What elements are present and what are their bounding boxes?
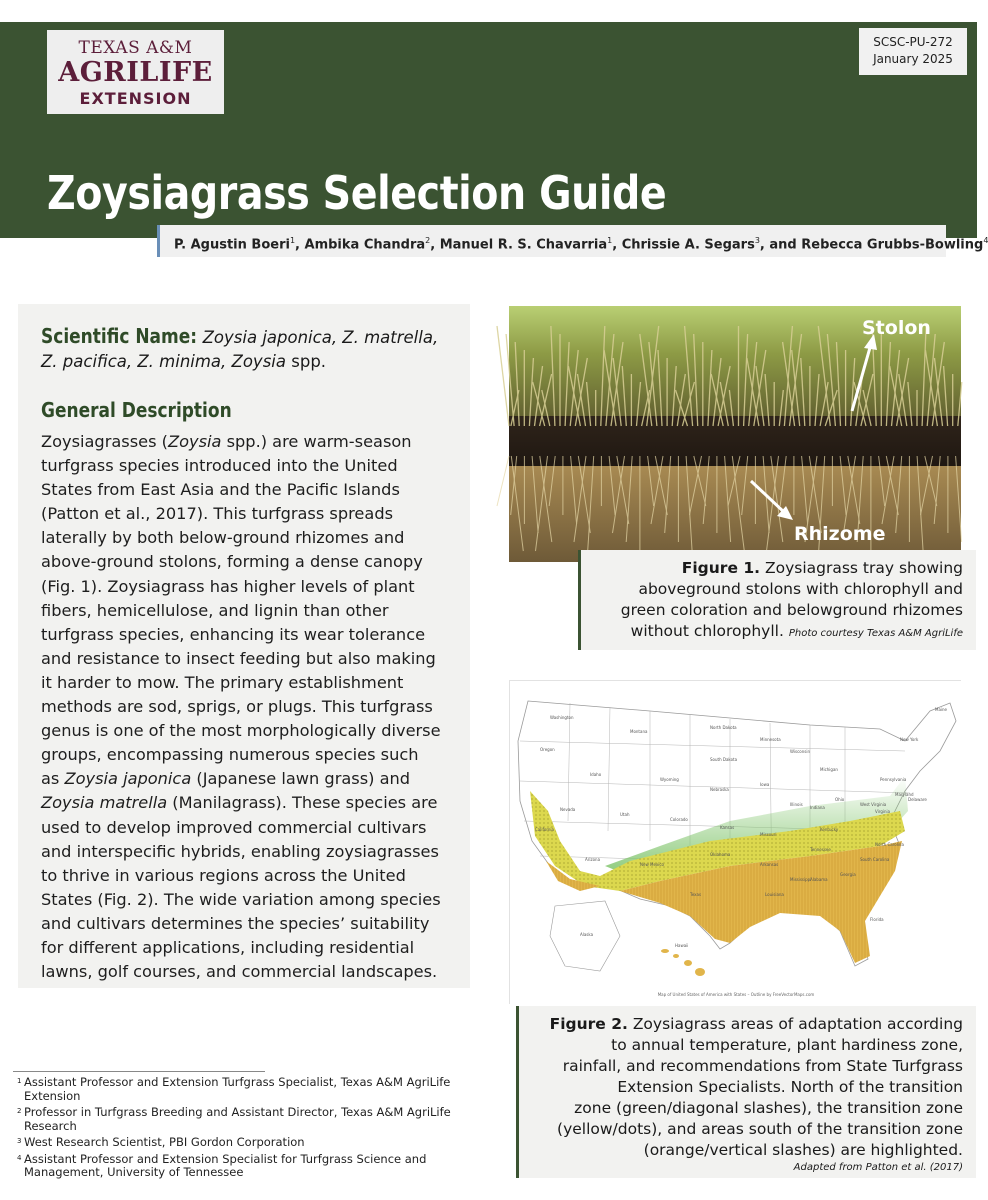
description-text: (Japanese lawn grass) and <box>191 769 411 789</box>
state-label: Texas <box>690 892 702 897</box>
author-separator: , <box>295 237 305 253</box>
description-line <box>41 430 461 454</box>
footnote-number: 4 <box>17 1153 22 1162</box>
figure-2-caption-line: (yellow/dots), and areas south of the transition zone <box>557 1120 963 1138</box>
description-text: and interspecific hybrids, enabling zoysiagrasses <box>41 841 439 861</box>
scientific-name-italic: Z. pacifica, Z. minima, Zoysia <box>41 352 286 371</box>
description-line <box>41 791 461 815</box>
description-line <box>41 647 461 671</box>
italic-species-name: Zoysia japonica <box>64 769 192 789</box>
scientific-name-line-1: Zoysia japonica, Z. matrella, <box>202 328 439 347</box>
state-label: Tennessee <box>810 847 831 852</box>
description-line <box>41 695 461 719</box>
logo-line-2: AGRILIFE <box>58 57 213 88</box>
author-affiliation-number: 1 <box>607 236 613 245</box>
description-line <box>41 599 461 623</box>
description-panel <box>18 304 470 988</box>
state-label: Montana <box>630 729 648 734</box>
description-line <box>41 840 461 864</box>
figure-2-caption <box>516 1006 976 1178</box>
footnote-text: Professor in Turfgrass Breeding and Assistant Director, Texas A&M AgriLife <box>24 1105 451 1119</box>
scientific-name-plain: spp. <box>286 352 327 371</box>
author-affiliation-number: 4 <box>983 236 988 245</box>
state-label: Arizona <box>585 857 601 862</box>
description-text: to thrive in various regions across the United <box>41 865 406 885</box>
scientific-name-heading: Scientific Name: <box>41 324 198 348</box>
description-line <box>41 623 461 647</box>
figure-1-caption-line: green coloration and belowground rhizomes <box>620 601 963 619</box>
figure-2-caption-label: Figure 2. <box>549 1015 628 1033</box>
state-label: Oklahoma <box>710 852 731 857</box>
description-text: fibers, hemicellulose, and lignin than other <box>41 600 389 620</box>
footnote <box>17 1076 457 1103</box>
description-text: laterally by both below-ground rhizomes and <box>41 528 405 548</box>
description-text: (Patton et al., 2017). This turfgrass spreads <box>41 504 394 524</box>
state-label: South Dakota <box>710 757 738 762</box>
description-text: for different applications, including residential <box>41 937 415 957</box>
description-text: (Manilagrass). These species are <box>167 793 438 813</box>
description-text: genus is one of the most morphologically diverse <box>41 721 441 741</box>
state-label: Michigan <box>820 767 838 772</box>
state-label: Indiana <box>810 805 825 810</box>
description-line <box>41 816 461 840</box>
footnote <box>17 1153 457 1180</box>
publication-code: SCSC-PU-272 <box>873 35 953 49</box>
logo-line-1: TEXAS A&M <box>78 38 193 58</box>
figure-2-map <box>509 680 961 1004</box>
state-label: Colorado <box>670 817 688 822</box>
state-label: New Mexico <box>640 862 664 867</box>
state-label: Florida <box>870 917 884 922</box>
footnotes <box>17 1076 457 1183</box>
footnote-text: Assistant Professor and Extension Specialist for Turfgrass Science and <box>24 1151 427 1166</box>
description-line <box>41 767 461 791</box>
footnote-text: Management, University of Tennessee <box>24 1165 244 1179</box>
author-affiliation-number: 3 <box>754 236 760 245</box>
footnote-number: 2 <box>17 1107 22 1115</box>
scientific-name-line-2 <box>41 350 438 374</box>
description-text: and resistance to insect feeding but also making <box>41 648 436 668</box>
state-label: South Carolina <box>860 857 890 862</box>
description-text: used to develop improved commercial cultivars <box>41 817 427 837</box>
description-line <box>41 719 461 743</box>
footnote-divider <box>13 1071 265 1072</box>
state-label: Kentucky <box>820 827 839 832</box>
description-line <box>41 671 461 695</box>
description-line <box>41 550 461 574</box>
description-text: and cultivars determines the species’ suitability <box>41 913 430 933</box>
footnote-number: 1 <box>17 1077 22 1085</box>
author-separator: , and <box>759 237 802 253</box>
figure-1-caption-line: aboveground stolons with chlorophyll and <box>638 580 963 598</box>
description-line <box>41 888 461 912</box>
author-list <box>157 225 988 257</box>
state-label: Georgia <box>840 872 856 877</box>
italic-species-name: Zoysia <box>168 432 222 451</box>
state-label: Idaho <box>590 772 602 777</box>
author-name: Ambika Chandra <box>304 237 426 253</box>
general-description-text <box>41 430 461 984</box>
publication-date: January 2025 <box>873 52 953 66</box>
adaptation-zone-map <box>510 681 962 1005</box>
footnote-text: Assistant Professor and Extension Turfgrass Specialist, Texas A&M AgriLife <box>24 1075 451 1089</box>
map-credit: Map of United States of America with States – Outline by FreeVectorMaps.com <box>657 992 815 997</box>
state-label: Alabama <box>810 877 828 882</box>
state-label: Iowa <box>760 782 770 787</box>
description-line <box>41 478 461 502</box>
author-affiliation-number: 1 <box>289 236 296 245</box>
state-label: Utah <box>620 812 630 817</box>
stolon-label: Stolon <box>862 317 931 339</box>
description-text: States from East Asia and the Pacific Islands <box>41 480 400 500</box>
state-label: Wisconsin <box>790 749 810 754</box>
header-band <box>0 22 977 238</box>
figure-1-caption-line: without chlorophyll. <box>630 622 784 640</box>
description-line <box>41 743 461 767</box>
state-label: Oregon <box>540 747 555 752</box>
figure-1-credit: Photo courtesy Texas A&M AgriLife <box>788 628 963 639</box>
description-line <box>41 526 461 550</box>
description-line <box>41 912 461 936</box>
state-label: West Virginia <box>860 802 887 807</box>
description-text: methods are sod, sprigs, or plugs. This turfgrass <box>41 697 433 717</box>
state-label: North Dakota <box>710 725 737 730</box>
italic-species-name: Zoysia matrella <box>41 793 168 813</box>
description-text: groups, encompassing numerous species such <box>41 745 419 765</box>
page-title: Zoysiagrass Selection Guide <box>47 166 667 220</box>
publication-code-box <box>859 28 967 75</box>
description-text: above-ground stolons, forming a dense canopy <box>41 552 423 572</box>
author-name: Manuel R. S. Chavarria <box>439 237 608 253</box>
figure-1-caption-label: Figure 1. <box>681 559 761 577</box>
author-separator: , <box>430 237 440 253</box>
description-text: Zoysiagrasses ( <box>41 432 168 451</box>
state-label: Wyoming <box>660 777 679 782</box>
description-text: spp.) are warm-season <box>221 432 412 451</box>
state-label: Nebraska <box>710 787 729 792</box>
author-name: Chrissie A. Segars <box>621 237 755 253</box>
footnote-text: Extension <box>24 1088 81 1103</box>
description-line <box>41 575 461 599</box>
figure-2-caption-line: Extension Specialists. North of the transition <box>617 1078 963 1096</box>
state-label: New York <box>900 737 919 742</box>
footnote-number: 3 <box>17 1137 22 1145</box>
state-label: Maryland <box>895 792 914 797</box>
description-line <box>41 864 461 888</box>
footnote-text: West Research Scientist, PBI Gordon Corporation <box>24 1135 305 1149</box>
author-name: P. Agustin Boeri <box>174 237 290 253</box>
logo-line-3: EXTENSION <box>79 89 192 108</box>
state-label: Mississippi <box>790 877 812 882</box>
state-label: Missouri <box>760 832 777 837</box>
footnote <box>17 1136 457 1150</box>
agrilife-logo[interactable] <box>47 30 224 114</box>
state-label: Arkansas <box>760 862 779 867</box>
state-label: Hawaii <box>675 943 689 948</box>
description-line <box>41 960 461 984</box>
state-label: Kansas <box>720 825 735 830</box>
figure-1-caption-line: Zoysiagrass tray showing <box>760 559 963 577</box>
figure-1-caption <box>578 550 976 650</box>
state-label: Ohio <box>835 797 845 802</box>
description-line <box>41 936 461 960</box>
description-line <box>41 454 461 478</box>
state-label: Alaska <box>580 932 594 937</box>
state-label: Delaware <box>908 797 927 802</box>
figure-2-caption-line: zone (green/diagonal slashes), the transition zone <box>574 1099 963 1117</box>
figure-1-photo <box>509 306 961 562</box>
rhizome-label: Rhizome <box>794 523 886 545</box>
state-label: Louisiana <box>765 892 784 897</box>
description-text: lawns, golf courses, and commercial landscapes. <box>41 962 438 982</box>
description-text: it harder to mow. The primary establishment <box>41 672 404 692</box>
footnote-text: Research <box>24 1118 77 1133</box>
figure-2-caption-line: (orange/vertical slashes) are highlighted. <box>643 1141 963 1159</box>
state-label: Illinois <box>790 802 803 807</box>
figure-2-caption-line: rainfall, and recommendations from State Turfgrass <box>562 1057 963 1075</box>
state-label: Nevada <box>560 807 576 812</box>
footnote <box>17 1106 457 1133</box>
description-text: (Fig. 1). Zoysiagrass has higher levels of plant <box>41 576 415 596</box>
state-label: Virginia <box>875 809 891 814</box>
zoysiagrass-tray-illustration <box>509 306 961 562</box>
figure-2-caption-line: Zoysiagrass areas of adaptation according <box>627 1015 963 1033</box>
description-line <box>41 502 461 526</box>
author-separator: , <box>612 237 622 253</box>
author-name: Rebecca Grubbs-Bowling <box>801 237 984 253</box>
state-label: Maine <box>935 707 948 712</box>
scientific-name-block <box>41 324 438 374</box>
state-label: California <box>535 827 554 832</box>
state-label: Washington <box>550 715 574 720</box>
state-label: North Carolina <box>875 842 904 847</box>
figure-2-caption-line: to annual temperature, plant hardiness zone, <box>611 1036 963 1054</box>
state-label: Pennsylvania <box>880 777 907 782</box>
state-label: Minnesota <box>760 737 781 742</box>
figure-2-credit: Adapted from Patton et al. (2017) <box>793 1162 963 1173</box>
author-affiliation-number: 2 <box>425 236 431 245</box>
description-text: turfgrass species introduced into the United <box>41 456 398 476</box>
description-text: turfgrass species, enhancing its wear tolerance <box>41 624 426 644</box>
description-text: as <box>41 769 65 789</box>
description-text: States (Fig. 2). The wide variation among species <box>41 889 441 909</box>
general-description-heading: General Description <box>41 398 232 422</box>
